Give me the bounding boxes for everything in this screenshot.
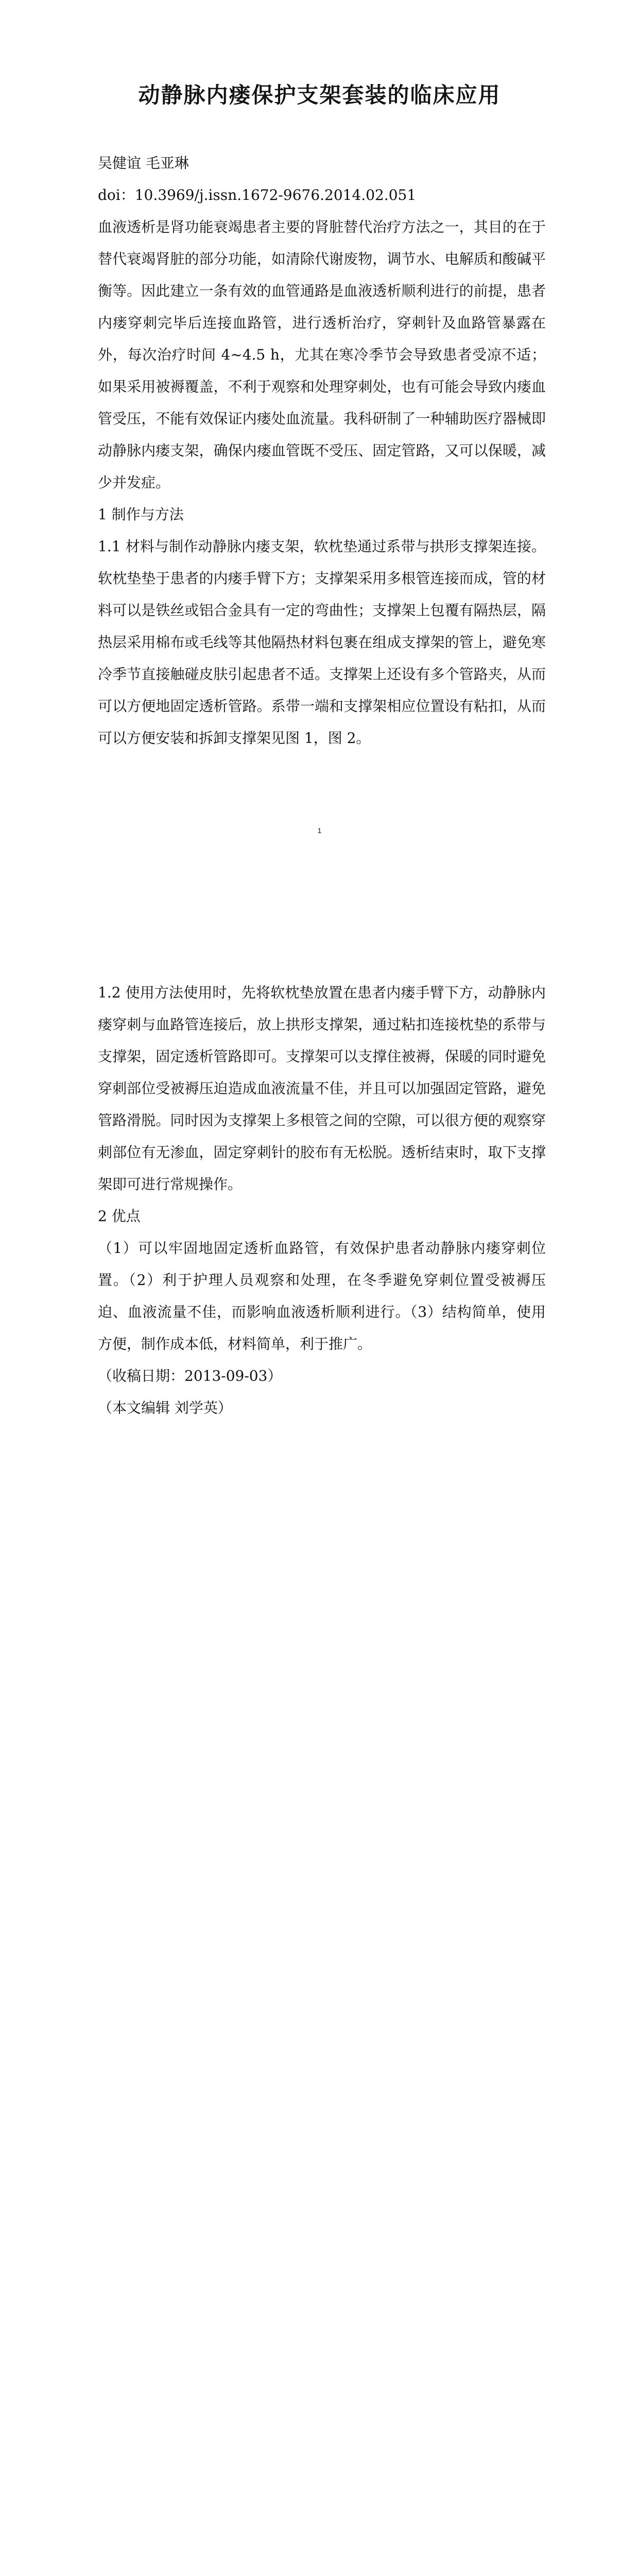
doi: doi：10.3969/j.issn.1672-9676.2014.02.051 (98, 187, 417, 204)
section-1-heading: 1 制作与方法 (98, 506, 184, 523)
section-2-paragraph: （1）可以牢固地固定透析血路管，有效保护患者动静脉内瘘穿刺位置。（2）利于护理人员观察和处理，在冬季避免穿刺位置受被褥压迫、血液流量不佳，而影响血液透析顺利进行。（3）结构简单，使用方便，制作成本低，材料简单，利于推广。 (98, 1240, 546, 1352)
section-1-1-paragraph: 1.1 材料与制作动静脉内瘘支架，软枕垫通过系带与拱形支撑架连接。软枕垫垫于患者的内瘘手臂下方；支撑架采用多根管连接而成，管的材料可以是铁丝或铝合金具有一定的弯曲性；支撑架上包覆有隔热层，隔热层采用棉布或毛线等其他隔热材料包裹在组成支撑架的管上，避免寒冷季节直接触碰皮肤引起患者不适。支撑架上还设有多个管路夹，从而可以方便地固定透析管路。系带一端和支撑架相应位置设有粘扣，从而可以方便安装和拆卸支撑架见图 1，图 2。 (98, 538, 546, 747)
page-number: 1 (317, 826, 322, 835)
article-title: 动静脉内瘘保护支架套装的临床应用 (138, 82, 501, 108)
editor-note: （本文编辑 刘学英） (98, 1399, 232, 1416)
section-1-2-paragraph: 1.2 使用方法使用时，先将软枕垫放置在患者内瘘手臂下方，动静脉内瘘穿刺与血路管连接后，放上拱形支撑架，通过粘扣连接枕垫的系带与支撑架，固定透析管路即可。支撑架可以支撑住被褥，保暖的同时避免穿刺部位受被褥压迫造成血液流量不佳，并且可以加强固定管路，避免管路滑脱。同时因为支撑架上多根管之间的空隙，可以很方便的观察穿刺部位有无渗血，固定穿刺针的胶布有无松脱。透析结束时，取下支撑架即可进行常规操作。 (98, 984, 546, 1193)
received-date: （收稿日期：2013-09-03） (98, 1367, 282, 1384)
page-1 (0, 0, 639, 904)
section-2-heading: 2 优点 (98, 1208, 141, 1225)
intro-paragraph: 血液透析是肾功能衰竭患者主要的肾脏替代治疗方法之一，其目的在于替代衰竭肾脏的部分功能，如清除代谢废物，调节水、电解质和酸碱平衡等。因此建立一条有效的血管通路是血液透析顺利进行的前提，患者内瘘穿刺完毕后连接血路管，进行透析治疗，穿刺针及血路管暴露在外，每次治疗时间 4~4.5 h，尤其在寒冷季节会导致患者受凉不适；如果采用被褥覆盖，不利于观察和处理穿刺处，也有可能会导致内瘘血管受压，不能有效保证内瘘处血流量。我科研制了一种辅助医疗器械即动静脉内瘘支架，确保内瘘血管既不受压、固定管路，又可以保暖，减少并发症。 (98, 218, 546, 491)
page-1-body (98, 211, 546, 754)
page-2-body (98, 977, 546, 1424)
doi-block (98, 179, 546, 211)
authors: 吴健谊 毛亚琳 (98, 155, 189, 172)
author-block (98, 147, 546, 179)
